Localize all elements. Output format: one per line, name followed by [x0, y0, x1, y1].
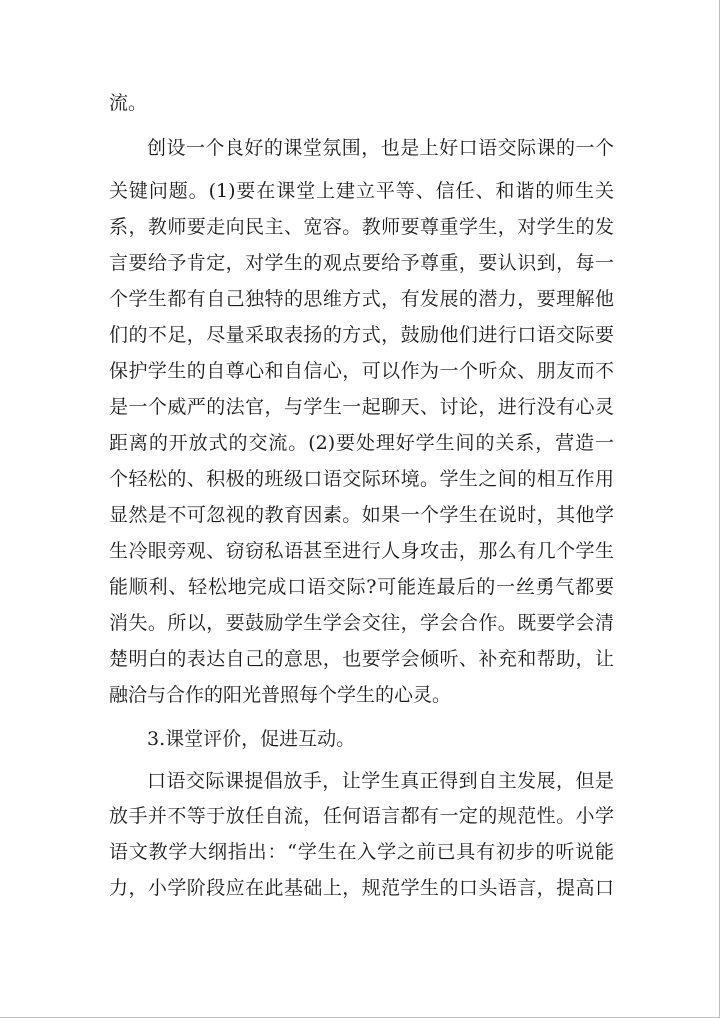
text-line: 放手并不等于放任自流，任何语言都有一定的规范性。小学: [109, 805, 614, 827]
text-line: 言要给予肯定，对学生的观点要给予尊重，要认识到，每一: [109, 252, 614, 274]
text-line: 语文教学大纲指出：“学生在入学之前已具有初步的听说能: [109, 841, 614, 863]
text-line: 系，教师要走向民主、宽容。教师要尊重学生，对学生的发: [109, 216, 614, 238]
text-line: 距离的开放式的交流。(2)要处理好学生间的关系，营造一: [109, 432, 614, 454]
text-line: 是一个威严的法官，与学生一起聊天、讨论，进行没有心灵: [109, 396, 614, 418]
text-line: 生冷眼旁观、窃窃私语甚至进行人身攻击，那么有几个学生: [109, 540, 614, 562]
text-line: 显然是不可忽视的教育因素。如果一个学生在说时，其他学: [109, 504, 614, 526]
text-line: 个轻松的、积极的班级口语交际环境。学生之间的相互作用: [109, 468, 614, 490]
text-line: 创设一个良好的课堂氛围，也是上好口语交际课的一个: [147, 137, 614, 159]
text-line: 楚明白的表达自己的意思，也要学会倾听、补充和帮助，让: [109, 648, 614, 670]
text-line: 流。: [109, 92, 148, 114]
text-line: 口语交际课提倡放手，让学生真正得到自主发展，但是: [147, 770, 614, 792]
text-line: 消失。所以，要鼓励学生学会交往，学会合作。既要学会清: [109, 612, 614, 634]
text-line: 力，小学阶段应在此基础上，规范学生的口头语言，提高口: [109, 877, 614, 899]
text-line: 关键问题。(1)要在课堂上建立平等、信任、和谐的师生关: [109, 180, 614, 202]
section-heading: 3.课堂评价，促进互动。: [147, 728, 356, 750]
text-line: 们的不足，尽量采取表扬的方式，鼓励他们进行口语交际要: [109, 324, 614, 346]
text-line: 能顺利、轻松地完成口语交际?可能连最后的一丝勇气都要: [109, 576, 614, 598]
text-line: 个学生都有自己独特的思维方式，有发展的潜力，要理解他: [109, 288, 614, 310]
text-line: 保护学生的自尊心和自信心，可以作为一个听众、朋友而不: [109, 360, 614, 382]
text-line: 融洽与合作的阳光普照每个学生的心灵。: [109, 684, 452, 706]
